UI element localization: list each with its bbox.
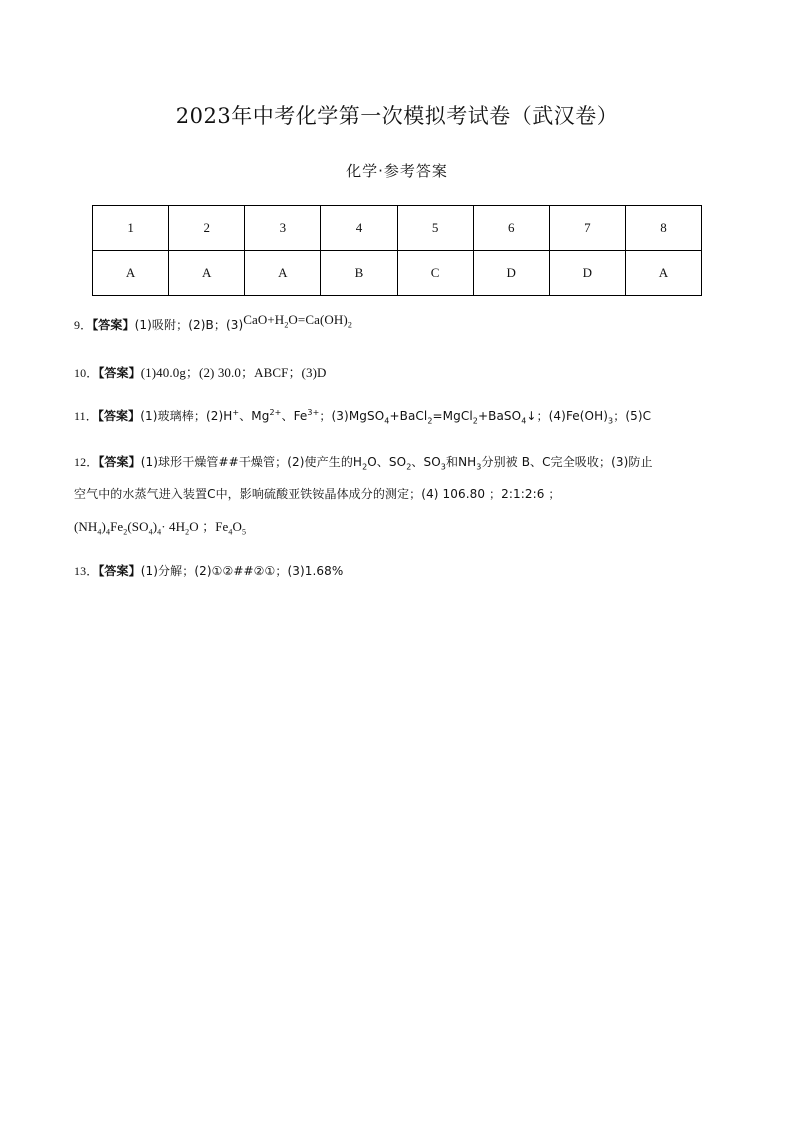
answer-row (93, 251, 702, 296)
question-number: 12． (74, 455, 99, 469)
answer-tag: 【答案】 (98, 564, 141, 578)
question-number: 9． (74, 318, 93, 332)
answer-text: (1)分解；(2)①②##②①；(3)1.68% (140, 564, 344, 578)
answer-table (92, 205, 702, 296)
answer-tag: 【答案】 (92, 318, 135, 332)
question-number-cell: 6 (473, 206, 549, 251)
answer-tag: 【答案】 (98, 455, 141, 469)
answer-tag: 【答案】 (98, 366, 141, 380)
question-number-cell: 8 (625, 206, 701, 251)
question-number-cell: 1 (93, 206, 169, 251)
answer-tag: 【答案】 (97, 409, 141, 423)
chemical-formula: $(NH_4)_4Fe_2(SO_4)_4\cdot 4H_2O$ ；$Fe_4O_5$ (74, 519, 247, 537)
answer-text: (1)玻璃棒；(2)H+、$Mg^{2+}$、$Fe^{3+}$；(3)MgSO$_4$+BaCl$_2$=MgCl$_2$+BaSO$_4$↓；$(4)Fe(OH)_3$；(5)C (140, 408, 652, 426)
question-number: 13． (74, 564, 99, 578)
question-number-cell: 4 (321, 206, 397, 251)
question-number-row (93, 206, 702, 251)
document-title: 2023年中考化学第一次模拟考试卷（武汉卷） (175, 104, 619, 128)
answer-cell: D (473, 251, 549, 296)
question-number-cell: 2 (169, 206, 245, 251)
chemical-formula: $CaO+H_2O=Ca(OH)_2$ (243, 312, 352, 330)
answer-line-q12-formula (74, 516, 246, 537)
answer-line-q13 (74, 562, 343, 579)
answer-line-q9 (74, 312, 352, 335)
question-number-cell: 3 (245, 206, 321, 251)
answer-text: (1)球形干燥管##干燥管；(2)使产生的$H_2O$、$SO_2$、$SO_3$和$NH_3$分别被 B、C完全吸收；(3)防止 (140, 455, 653, 472)
answer-line-q12-continued (74, 485, 560, 502)
question-number: 10． (74, 366, 99, 380)
document-subtitle: 化学·参考答案 (346, 162, 448, 180)
answer-cell: A (169, 251, 245, 296)
question-number-cell: 7 (549, 206, 625, 251)
answer-cell: A (245, 251, 321, 296)
question-number-cell: 5 (397, 206, 473, 251)
answer-cell: A (625, 251, 701, 296)
answer-cell: C (397, 251, 473, 296)
answer-text: (1)40.0g；(2) 30.0；ABCF；(3)D (140, 365, 327, 380)
answer-cell: A (93, 251, 169, 296)
answer-text: (1)吸附；(2)B；(3) (134, 318, 244, 332)
answer-text: 空气中的水蒸气进入装置C中，影响硫酸亚铁铵晶体成分的测定；(4) 106.80 ；2:1:2:6 ； (74, 487, 561, 501)
answer-cell: B (321, 251, 397, 296)
answer-line-q10 (74, 362, 327, 381)
answer-cell: D (549, 251, 625, 296)
answer-line-q11 (74, 407, 651, 425)
question-number: 11． (74, 409, 98, 423)
answer-line-q12 (74, 453, 653, 471)
